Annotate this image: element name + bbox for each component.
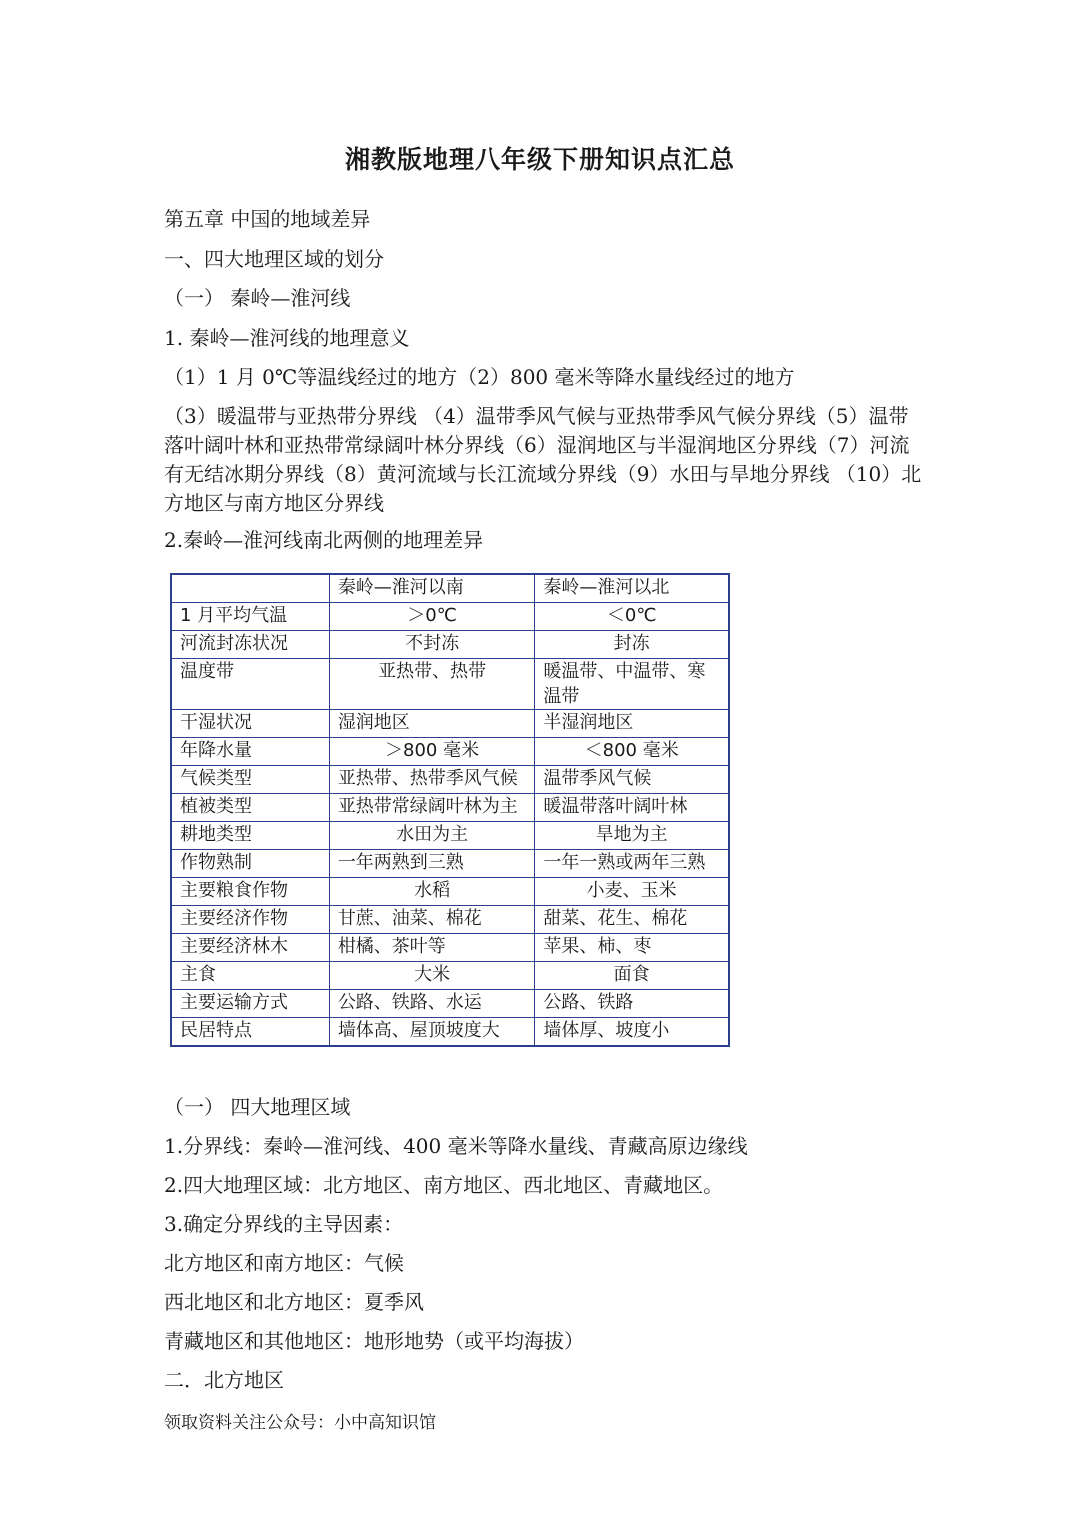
table-cell: 温度带 [171,659,329,710]
table-cell: 耕地类型 [171,822,329,850]
table-cell: 亚热带、热带 [329,659,535,710]
table-cell: 墙体厚、坡度小 [535,1018,729,1047]
north-south-comparison-table [170,573,730,1047]
table-cell: 主要粮食作物 [171,878,329,906]
table-cell: 水稻 [329,878,535,906]
table-cell: 气候类型 [171,766,329,794]
factor-north-south: 北方地区和南方地区：气候 [164,1251,404,1275]
table-cell: 主食 [171,962,329,990]
table-row [171,659,729,710]
subsection-heading-1: （一） 秦岭—淮河线 [164,286,351,310]
item-heading-2: 2.秦岭—淮河线南北两侧的地理差异 [164,528,484,552]
table-cell: ＞800 毫米 [329,738,535,766]
table-header-row [171,574,729,603]
table-cell: 苹果、柿、枣 [535,934,729,962]
table-cell: 民居特点 [171,1018,329,1047]
table-cell: 旱地为主 [535,822,729,850]
factor-northwest-north: 西北地区和北方地区：夏季风 [164,1290,424,1314]
table-cell: ＜0℃ [535,603,729,631]
table-row [171,766,729,794]
table-cell: 秦岭—淮河以北 [535,574,729,603]
table-cell: 主要经济作物 [171,906,329,934]
table-cell: 湿润地区 [329,710,535,738]
table-row [171,822,729,850]
table-cell: 半湿润地区 [535,710,729,738]
table-cell: 暖温带、中温带、寒温带 [535,659,729,710]
table-cell: ＞0℃ [329,603,535,631]
meaning-paragraph: （3）暖温带与亚热带分界线 （4）温带季风气候与亚热带季风气候分界线（5）温带落叶阔叶林和亚热带常绿阔叶林分界线（6）湿润地区与半湿润地区分界线（7）河流有无结冰期分界线（8）黄河流域与长江流域分界线（9）水田与旱地分界线 （10）北方地区与南方地区分界线 [164,404,922,515]
table-cell: 温带季风气候 [535,766,729,794]
table-cell: 甜菜、花生、棉花 [535,906,729,934]
table-cell: 不封冻 [329,631,535,659]
table-cell: 公路、铁路 [535,990,729,1018]
table-row [171,794,729,822]
table-row [171,990,729,1018]
subsection-heading-2: （一） 四大地理区域 [164,1095,351,1119]
table-cell: 水田为主 [329,822,535,850]
table-cell: 河流封冻状况 [171,631,329,659]
section-heading-1: 一、四大地理区域的划分 [164,247,384,271]
document-title: 湘教版地理八年级下册知识点汇总 [344,145,735,174]
table-cell: 大米 [329,962,535,990]
table-row [171,962,729,990]
table-cell: 主要运输方式 [171,990,329,1018]
meaning-line-1: （1）1 月 0℃等温线经过的地方（2）800 毫米等降水量线经过的地方 [164,365,795,389]
table-cell: 亚热带、热带季风气候 [329,766,535,794]
table-cell: ＜800 毫米 [535,738,729,766]
table-row [171,710,729,738]
table-cell: 甘蔗、油菜、棉花 [329,906,535,934]
table-cell: 作物熟制 [171,850,329,878]
footer-note: 领取资料关注公众号：小中高知识馆 [164,1413,436,1433]
table-cell: 柑橘、茶叶等 [329,934,535,962]
section-heading-2: 二．北方地区 [164,1368,284,1392]
table-cell: 面食 [535,962,729,990]
table-cell: 暖温带落叶阔叶林 [535,794,729,822]
table-cell: 植被类型 [171,794,329,822]
chapter-heading: 第五章 中国的地域差异 [164,207,371,231]
table-row [171,934,729,962]
table-cell: 墙体高、屋顶坡度大 [329,1018,535,1047]
factor-qingzang-other: 青藏地区和其他地区：地形地势（或平均海拔） [164,1329,584,1353]
table-cell: 秦岭—淮河以南 [329,574,535,603]
table-cell: 亚热带常绿阔叶林为主 [329,794,535,822]
table-cell: 一年两熟到三熟 [329,850,535,878]
table-row [171,850,729,878]
table-cell: 小麦、玉米 [535,878,729,906]
table-cell: 主要经济林木 [171,934,329,962]
table-cell: 干湿状况 [171,710,329,738]
table-row [171,631,729,659]
table-row [171,878,729,906]
point-boundary-lines: 1.分界线：秦岭—淮河线、400 毫米等降水量线、青藏高原边缘线 [164,1134,748,1158]
item-heading-1: 1. 秦岭—淮河线的地理意义 [164,326,410,350]
table-row [171,1018,729,1047]
table-cell [171,574,329,603]
table-cell: 一年一熟或两年三熟 [535,850,729,878]
point-dominant-factors: 3.确定分界线的主导因素： [164,1212,404,1236]
point-four-regions: 2.四大地理区域：北方地区、南方地区、西北地区、青藏地区。 [164,1173,724,1197]
table-row [171,603,729,631]
table-cell: 1 月平均气温 [171,603,329,631]
table-row [171,738,729,766]
table-row [171,906,729,934]
table-cell: 封冻 [535,631,729,659]
table-cell: 公路、铁路、水运 [329,990,535,1018]
table-cell: 年降水量 [171,738,329,766]
